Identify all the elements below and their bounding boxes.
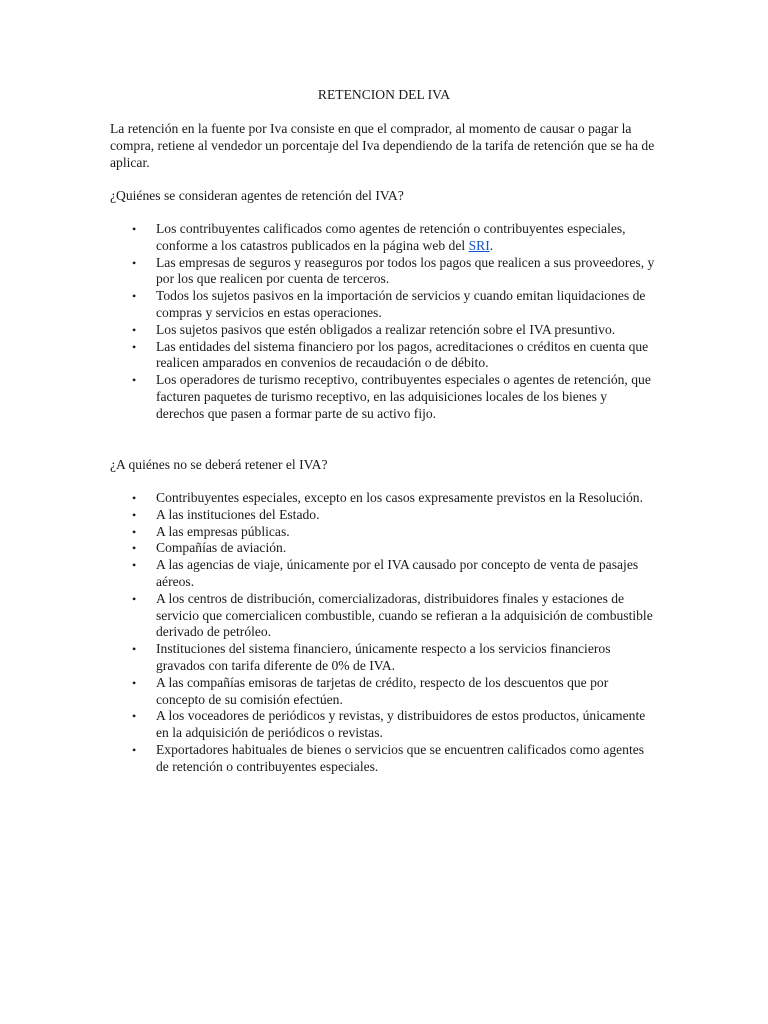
list-item-text: Los contribuyentes calificados como agentes de retención o contribuyentes especiales, conforme a los catastros publicados en la página web del [156,221,626,253]
list-item: • Instituciones del sistema financiero, únicamente respecto a los servicios financieros gravados con tarifa diferente de 0% de IVA. [156,641,656,675]
list-item: • A las agencias de viaje, únicamente por el IVA causado por concepto de venta de pasajes aéreos. [156,557,656,591]
section-1-question: ¿Quiénes se consideran agentes de retención del IVA? [110,188,404,203]
list-item: • Todos los sujetos pasivos en la importación de servicios y cuando emitan liquidaciones de compras y servicios en estas operaciones. [156,288,656,322]
list-item-text-after: . [489,237,494,253]
list-item: • Contribuyentes especiales, excepto en los casos expresamente previstos en la Resolución. [156,490,656,507]
list-item: • A las instituciones del Estado. [156,507,656,524]
section-1-list [156,221,656,423]
list-item: • Los operadores de turismo receptivo, contribuyentes especiales o agentes de retención, que facturen paquetes de turismo receptivo, en las adquisiciones locales de los bienes y derechos que pasen a formar parte de su activo fijo. [156,372,656,422]
list-item: • Exportadores habituales de bienes o servicios que se encuentren calificados como agentes de retención o contribuyentes especiales. [156,742,656,776]
list-item: • Las entidades del sistema financiero por los pagos, acreditaciones o créditos en cuenta que realicen amparados en convenios de recaudación o de débito. [156,339,656,373]
document-title: RETENCION DEL IVA [317,87,451,102]
list-item: • A las compañías emisoras de tarjetas de crédito, respecto de los descuentos que por concepto de su comisión efectúen. [156,675,656,709]
list-item: • A los centros de distribución, comercializadoras, distribuidores finales y estaciones de servicio que comercialicen combustible, cuando se refieran a la adquisición de combustible derivado de petróleo. [156,591,656,641]
list-item [156,221,656,255]
list-item: • A los voceadores de periódicos y revistas, y distribuidores de estos productos, únicamente en la adquisición de periódicos o revistas. [156,708,656,742]
section-2-list [156,490,656,776]
list-item: • Los sujetos pasivos que estén obligados a realizar retención sobre el IVA presuntivo. [156,322,656,339]
section-2-question: ¿A quiénes no se deberá retener el IVA? [110,457,328,472]
list-item: • Compañías de aviación. [156,540,656,557]
list-item: • A las empresas públicas. [156,524,656,541]
intro-paragraph: La retención en la fuente por Iva consiste en que el comprador, al momento de causar o pagar la compra, retiene al vendedor un porcentaje del Iva dependiendo de la tarifa de retención que se ha de aplicar. [110,121,655,170]
list-item: • Las empresas de seguros y reaseguros por todos los pagos que realicen a sus proveedores, y por los que realicen por cuenta de terceros. [156,255,656,289]
sri-link[interactable]: SRI [468,237,490,253]
